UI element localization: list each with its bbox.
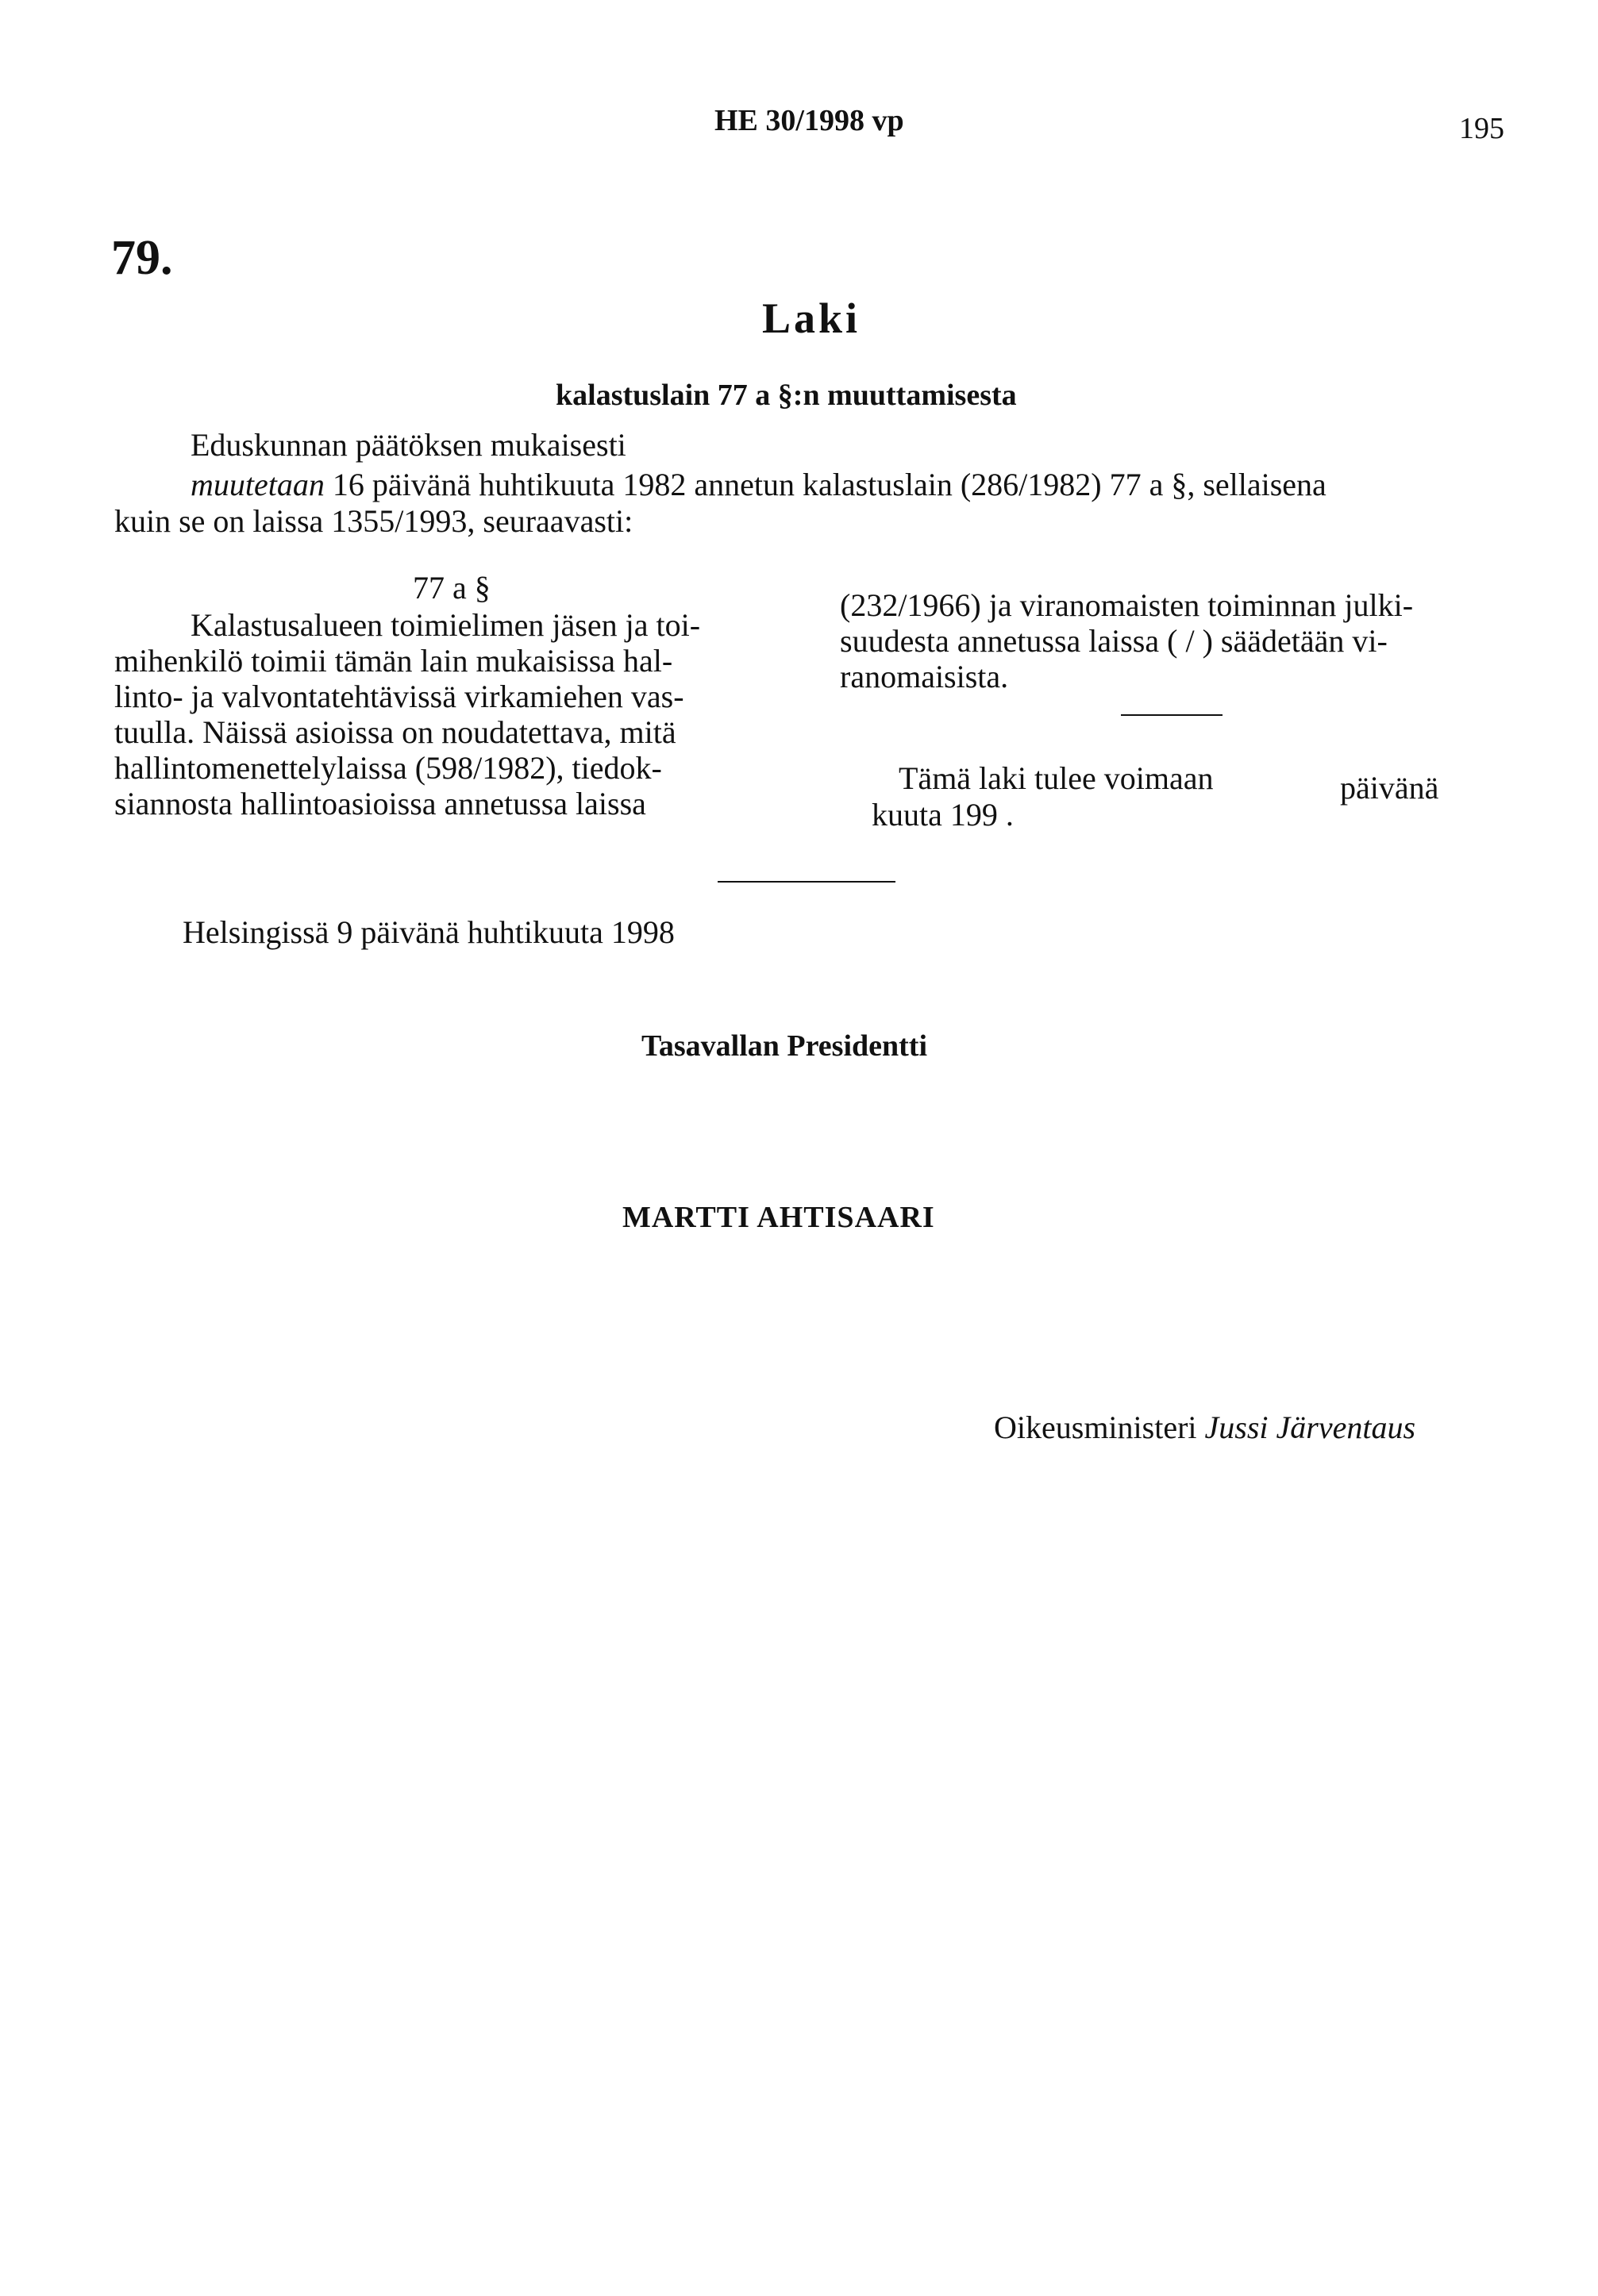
separator-rule [1121, 714, 1223, 716]
left-line: linto- ja valvontatehtävissä virkamiehen vas- [114, 679, 684, 714]
document-reference: HE 30/1998 vp [714, 104, 904, 137]
intro-verb: muutetaan [191, 467, 325, 502]
document-number: 79. [111, 231, 173, 285]
president-name: MARTTI AHTISAARI [622, 1201, 935, 1234]
minister-signature [994, 1410, 1415, 1446]
section-text-right-column [840, 587, 1413, 694]
right-line: (232/1966) ja viranomaisten toiminnan julki- [840, 587, 1414, 623]
left-line: siannosta hallintoasioissa annetussa laissa [114, 786, 646, 821]
section-heading: 77 a § [413, 570, 491, 606]
intro-line-1: Eduskunnan päätöksen mukaisesti [191, 427, 626, 463]
place-and-date: Helsingissä 9 päivänä huhtikuuta 1998 [183, 914, 675, 950]
president-title: Tasavallan Presidentti [641, 1029, 927, 1063]
left-line: Kalastusalueen toimielimen jäsen ja toi- [191, 607, 701, 643]
right-line: suudesta annetussa laissa ( / ) säädetään vi- [840, 623, 1388, 659]
intro-line-2-rest: 16 päivänä huhtikuuta 1982 annetun kalastuslain (286/1982) 77 a §, sellaisena [332, 467, 1327, 502]
section-text-left-column [114, 607, 700, 821]
minister-title: Oikeusministeri [994, 1410, 1197, 1445]
right-line: ranomaisista. [840, 659, 1009, 694]
left-line: tuulla. Näissä asioissa on noudatettava, mitä [114, 714, 676, 750]
intro-line-3: kuin se on laissa 1355/1993, seuraavasti: [114, 503, 633, 539]
page-number: 195 [1459, 112, 1504, 145]
minister-name: Jussi Järventaus [1204, 1410, 1416, 1445]
left-line: mihenkilö toimii tämän lain mukaisissa hal- [114, 643, 673, 679]
law-title: Laki [762, 294, 861, 342]
left-line: hallintomenettelylaissa (598/1982), tiedok- [114, 750, 662, 786]
separator-rule [718, 881, 895, 883]
entry-into-force-text: kuuta 199 . [872, 797, 1014, 833]
entry-into-force-text: päivänä [1340, 770, 1439, 806]
intro-line-2 [191, 467, 1327, 503]
entry-into-force-text: Tämä laki tulee voimaan [899, 760, 1214, 796]
law-subtitle: kalastuslain 77 a §:n muuttamisesta [556, 379, 1017, 412]
